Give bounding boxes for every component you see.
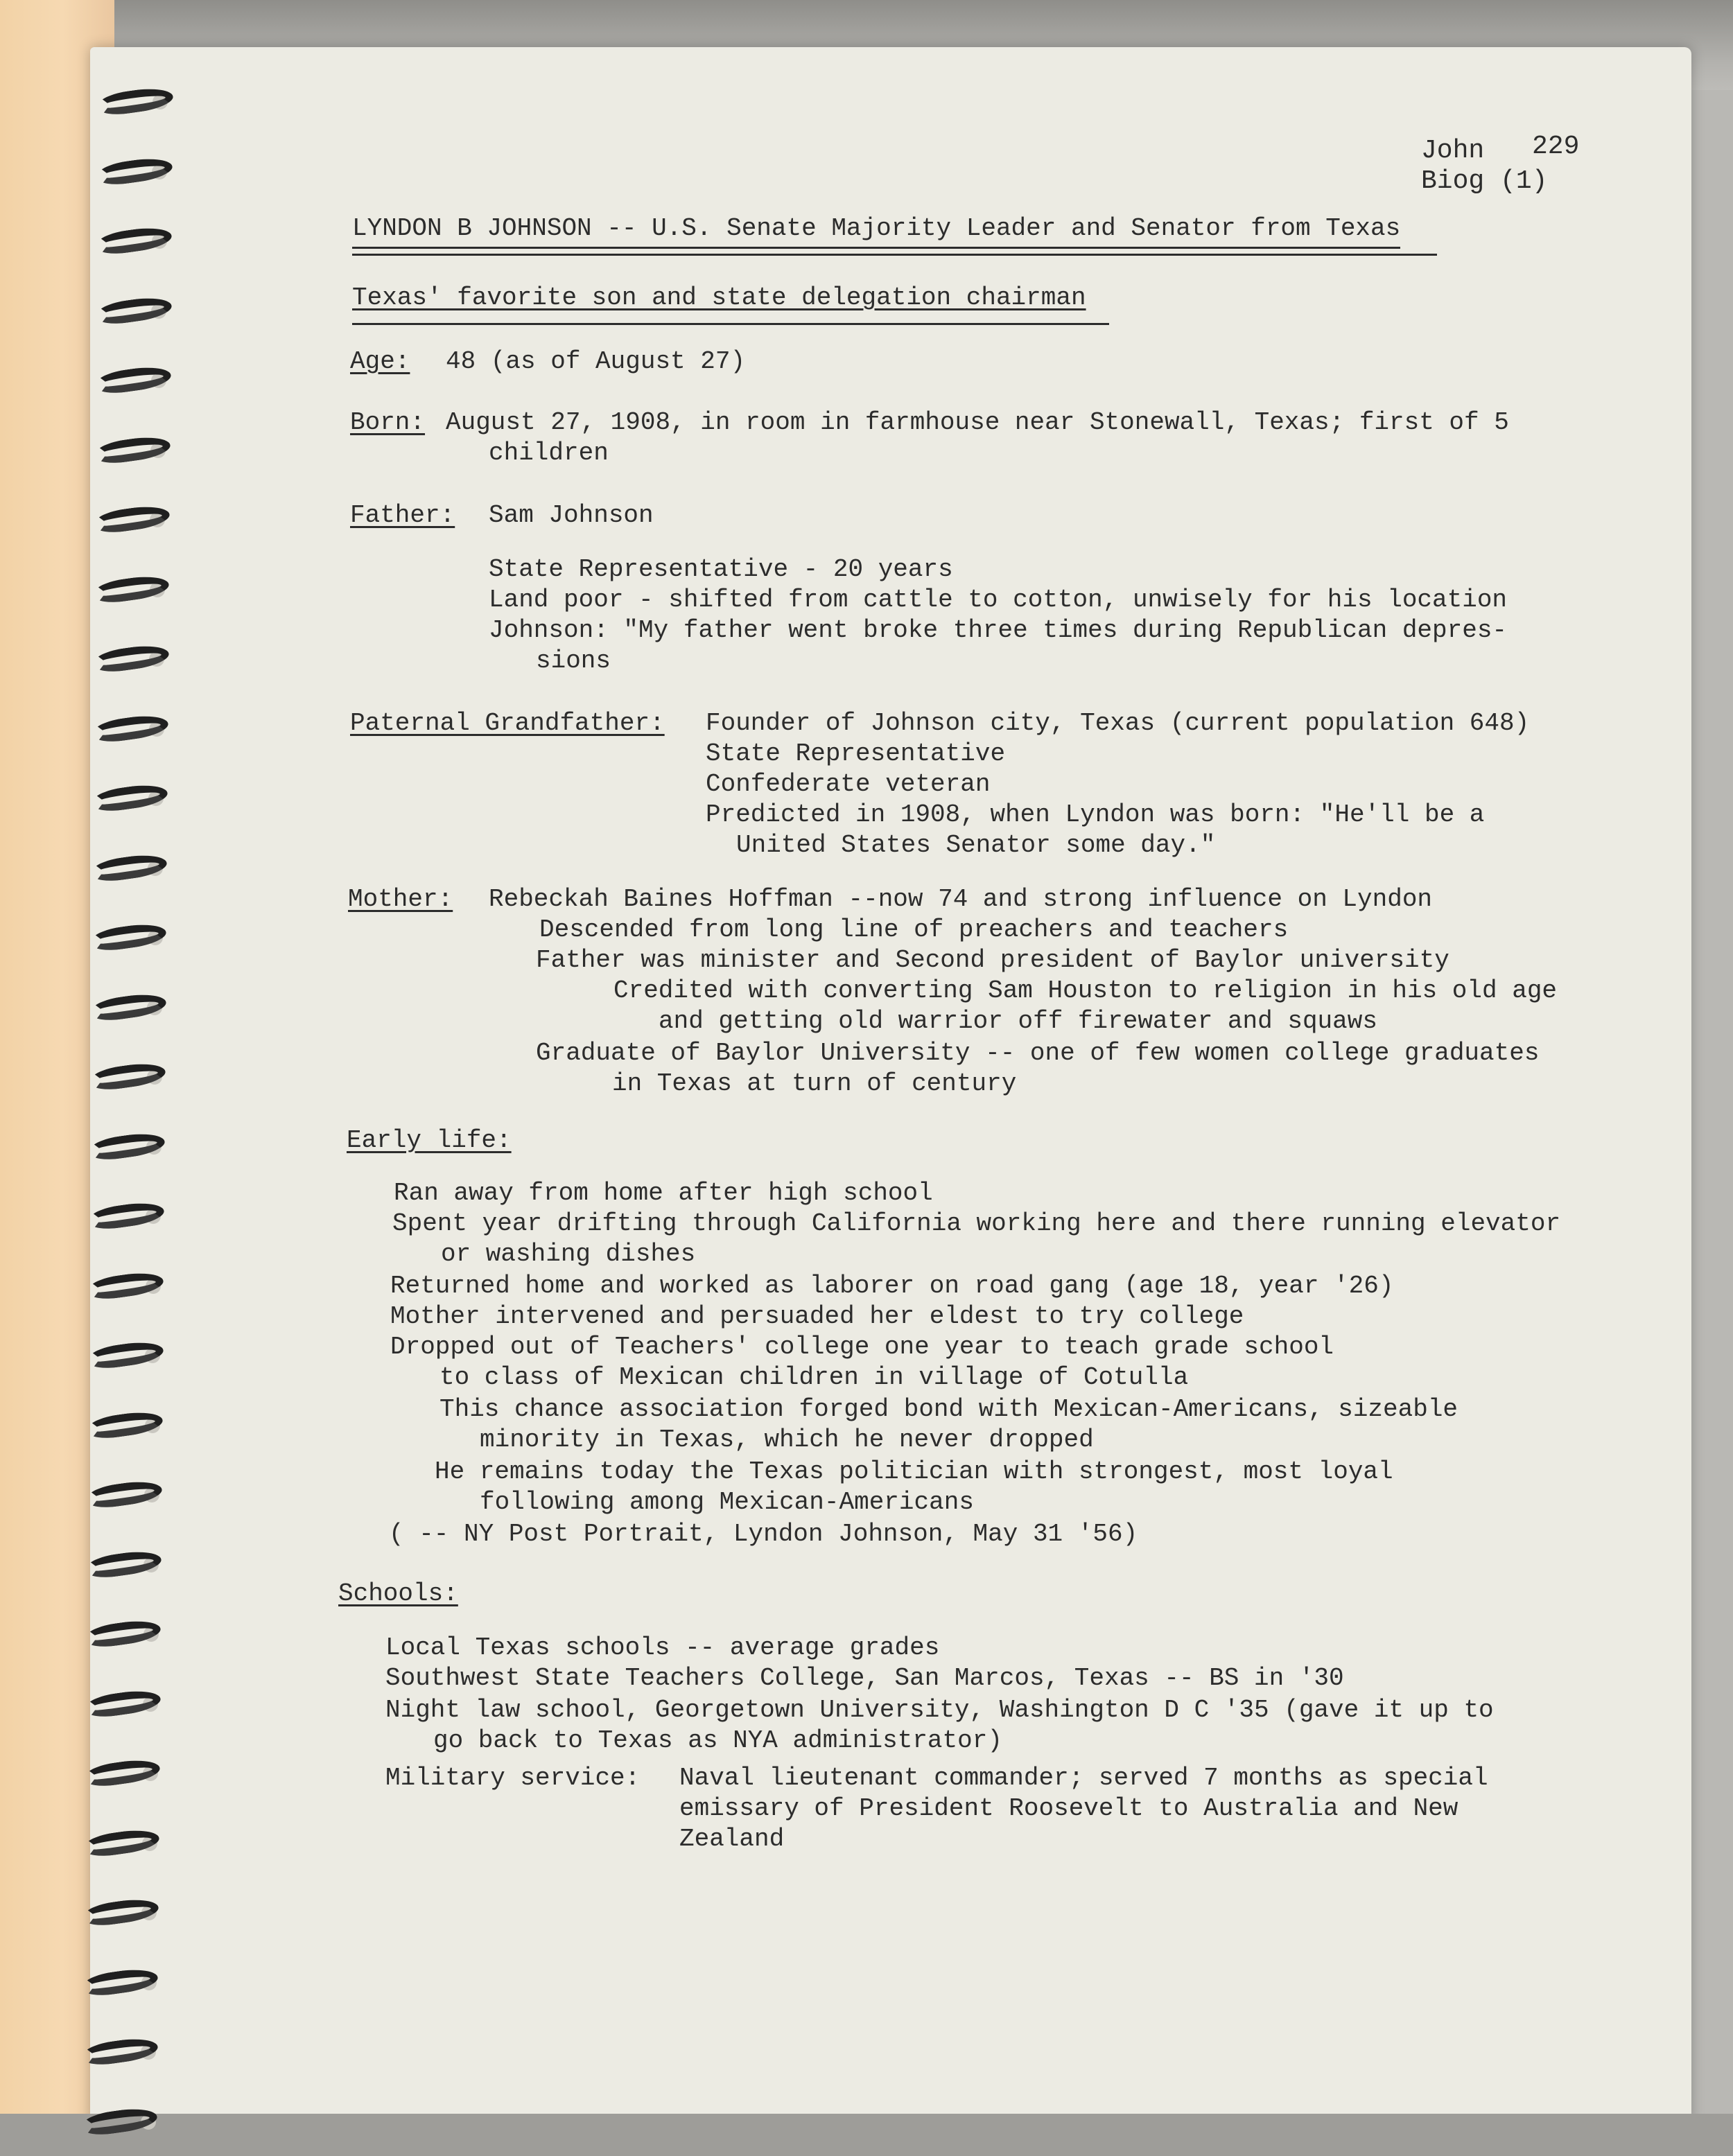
schools-line: go back to Texas as NYA administrator) (433, 1726, 1002, 1755)
father-name: Sam Johnson (489, 501, 654, 529)
early-life-line: Mother intervened and persuaded her eldest to try college (390, 1302, 1244, 1331)
mother-name: Rebeckah Baines Hoffman --now 74 and strong influence on Lyndon (489, 885, 1433, 913)
grandfather-line: Founder of Johnson city, Texas (current population 648) (706, 709, 1530, 737)
header-name: John (1421, 136, 1485, 166)
military-line: Naval lieutenant commander; served 7 months as special (679, 1764, 1488, 1792)
early-life-line: Dropped out of Teachers' college one year to teach grade school (390, 1333, 1334, 1361)
early-life-line: This chance association forged bond with Mexican-Americans, sizeable (439, 1395, 1458, 1423)
subtitle-double-rule (352, 323, 1109, 325)
mother-line: and getting old warrior off firewater and squaws (659, 1007, 1377, 1035)
mother-line: Father was minister and Second president of Baylor university (536, 946, 1449, 974)
father-line: Johnson: "My father went broke three times during Republican depres- (489, 616, 1508, 645)
born-line-2: children (489, 439, 609, 467)
early-life-line: or washing dishes (441, 1240, 696, 1268)
father-line: Land poor - shifted from cattle to cotton, unwisely for his location (489, 586, 1508, 614)
title-double-rule (352, 254, 1437, 256)
page-title: LYNDON B JOHNSON -- U.S. Senate Majority Leader and Senator from Texas (352, 213, 1400, 249)
header-section: Biog (1) (1421, 166, 1548, 196)
early-life-line: Spent year drifting through California working here and there running elevator (392, 1209, 1561, 1238)
father-label: Father: (350, 501, 455, 529)
grandfather-line: Predicted in 1908, when Lyndon was born: "He'll be a (706, 800, 1485, 829)
father-line: State Representative - 20 years (489, 555, 953, 584)
age-label: Age: (350, 347, 410, 376)
schools-line: Local Texas schools -- average grades (385, 1633, 940, 1662)
schools-line: Southwest State Teachers College, San Marcos, Texas -- BS in '30 (385, 1664, 1344, 1692)
mother-line: Graduate of Baylor University -- one of few women college graduates (536, 1039, 1540, 1067)
schools-label: Schools: (338, 1579, 458, 1608)
early-life-citation: ( -- NY Post Portrait, Lyndon Johnson, May 31 '56) (389, 1520, 1138, 1548)
father-line: sions (536, 647, 611, 675)
born-label: Born: (350, 408, 426, 437)
early-life-label: Early life: (347, 1126, 512, 1155)
grandfather-line: State Representative (706, 739, 1006, 768)
military-label: Military service: (385, 1764, 641, 1792)
header-page-number: 229 (1532, 132, 1580, 161)
mother-line: in Texas at turn of century (612, 1069, 1017, 1098)
grandfather-line: Confederate veteran (706, 770, 991, 798)
schools-line: Night law school, Georgetown University, Washington D C '35 (gave it up to (385, 1696, 1494, 1724)
mother-line: Credited with converting Sam Houston to religion in his old age (613, 976, 1558, 1005)
early-life-line: Ran away from home after high school (394, 1179, 933, 1207)
military-line: Zealand (679, 1825, 785, 1853)
mother-line: Descended from long line of preachers and teachers (539, 915, 1289, 944)
military-line: emissary of President Roosevelt to Australia and New (679, 1794, 1458, 1823)
early-life-line: Returned home and worked as laborer on road gang (age 18, year '26) (390, 1272, 1394, 1300)
mother-label: Mother: (348, 885, 453, 913)
early-life-line: following among Mexican-Americans (480, 1488, 974, 1516)
born-line-1: August 27, 1908, in room in farmhouse near Stonewall, Texas; first of 5 (446, 408, 1509, 437)
early-life-line: minority in Texas, which he never dropped (480, 1426, 1094, 1454)
grandfather-line: United States Senator some day." (736, 831, 1216, 859)
early-life-line: He remains today the Texas politician with strongest, most loyal (435, 1457, 1393, 1486)
grandfather-label: Paternal Grandfather: (350, 709, 665, 737)
early-life-line: to class of Mexican children in village of Cotulla (439, 1363, 1189, 1392)
subtitle: Texas' favorite son and state delegation chairman (352, 283, 1086, 312)
age-value: 48 (as of August 27) (446, 347, 746, 376)
